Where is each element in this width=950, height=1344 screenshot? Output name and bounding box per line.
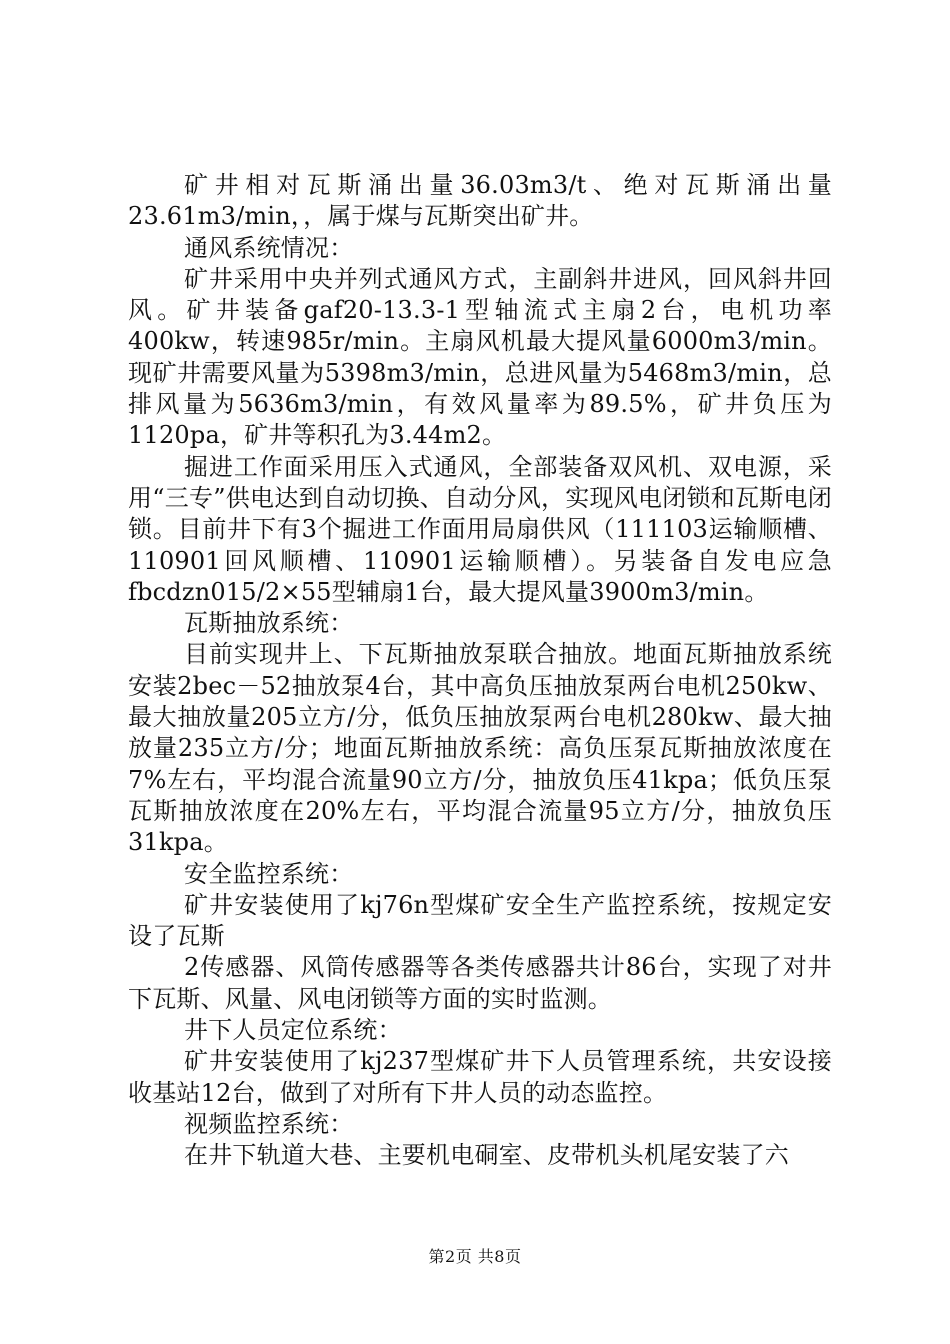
section-heading: 视频监控系统： [184,1109,354,1138]
paragraph: 矿井安装使用了kj76n型煤矿安全生产监控系统，按规定安设了瓦斯 [128,890,832,951]
document-page [128,170,832,1172]
section-heading: 安全监控系统： [184,859,354,888]
section-heading: 通风系统情况： [184,233,354,262]
section-heading: 井下人员定位系统： [184,1016,402,1045]
paragraph: 在井下轨道大巷、主要机电硐室、皮带机头机尾安装了六 [184,1141,789,1170]
paragraph: 2传感器、风筒传感器等各类传感器共计86台，实现了对井下瓦斯、风量、风电闭锁等方面的实时监测。 [128,953,832,1013]
paragraph: 掘进工作面采用压入式通风，全部装备双风机、双电源，采用“三专”供电达到自动切换、自动分风，实现风电闭锁和瓦斯电闭锁。目前井下有3个掘进工作面用局扇供风（111103运输顺槽、110901回风顺槽、110901运输顺槽）。另装备自发电应急fbcdzn015/2×55型辅扇1台，最大提风量3900m3/min。 [128,452,832,606]
paragraph: 矿井采用中央并列式通风方式，主副斜井进风，回风斜井回风。矿井装备gaf20-13.3-1型轴流式主扇2台，电机功率400kw，转速985r/min。主扇风机最大提风量6000m3/min。现矿井需要风量为5398m3/min，总进风量为5468m3/min，总排风量为5636m3/min，有效风量率为89.5%，矿井负压为1120pa，矿井等积孔为3.44m2。 [128,264,832,450]
paragraph: 矿井相对瓦斯涌出量36.03m3/t、绝对瓦斯涌出量23.61m3/min，，属于煤与瓦斯突出矿井。 [128,171,832,231]
paragraph: 矿井安装使用了kj237型煤矿井下人员管理系统，共安设接收基站12台，做到了对所有下井人员的动态监控。 [128,1047,832,1107]
paragraph: 目前实现井上、下瓦斯抽放泵联合抽放。地面瓦斯抽放系统安装2bec－52抽放泵4台，其中高负压抽放泵两台电机250kw、最大抽放量205立方/分，低负压抽放泵两台电机280kw、最大抽放量235立方/分；地面瓦斯抽放系统：高负压泵瓦斯抽放浓度在7%左右，平均混合流量90立方/分，抽放负压41kpa；低负压泵瓦斯抽放浓度在20%左右，平均混合流量95立方/分，抽放负压31kpa。 [128,640,832,857]
page-footer: 第2页 共8页 [428,1247,522,1266]
section-heading: 瓦斯抽放系统： [184,609,354,638]
